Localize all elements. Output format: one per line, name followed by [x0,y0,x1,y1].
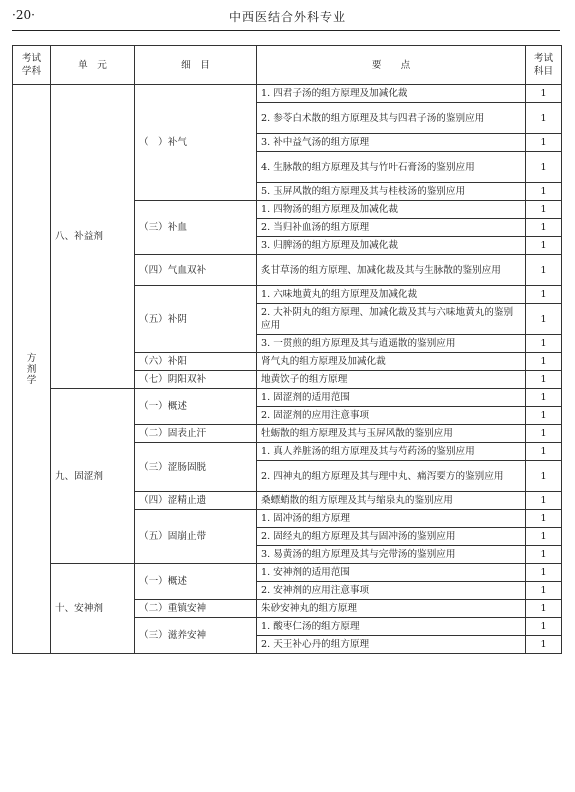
point-cell: 1. 固涩剂的适用范围 [257,389,526,407]
col-header-point: 要 点 [257,46,526,85]
item-cell: 1 [526,237,562,255]
item-cell: 1 [526,304,562,335]
detail-cell: （五）补阴 [135,286,257,353]
item-cell: 1 [526,286,562,304]
item-cell: 1 [526,255,562,286]
item-cell: 1 [526,582,562,600]
point-cell: 地黄饮子的组方原理 [257,371,526,389]
item-cell: 1 [526,510,562,528]
unit-cell: 九、固涩剂 [51,389,135,564]
item-cell: 1 [526,425,562,443]
detail-cell: （一）概述 [135,389,257,425]
item-cell: 1 [526,461,562,492]
item-cell: 1 [526,85,562,103]
col-header-unit: 单 元 [51,46,135,85]
point-cell: 1. 四君子汤的组方原理及加减化裁 [257,85,526,103]
item-cell: 1 [526,353,562,371]
detail-cell: （三）涩肠固脱 [135,443,257,492]
item-cell: 1 [526,152,562,183]
header-row [13,46,562,85]
detail-cell: （二）重镇安神 [135,600,257,618]
point-cell: 2. 四神丸的组方原理及其与理中丸、痛泻要方的鉴别应用 [257,461,526,492]
detail-cell: （一）概述 [135,564,257,600]
detail-cell: （五）固崩止带 [135,510,257,564]
item-cell: 1 [526,492,562,510]
point-cell: 3. 易黄汤的组方原理及其与完带汤的鉴别应用 [257,546,526,564]
detail-cell: （四）气血双补 [135,255,257,286]
point-cell: 2. 安神剂的应用注意事项 [257,582,526,600]
item-cell: 1 [526,528,562,546]
header-rule [12,30,560,31]
point-cell: 5. 玉屏风散的组方原理及其与桂枝汤的鉴别应用 [257,183,526,201]
point-cell: 1. 六味地黄丸的组方原理及加减化裁 [257,286,526,304]
item-cell: 1 [526,407,562,425]
unit-cell: 八、补益剂 [51,85,135,389]
item-cell: 1 [526,636,562,654]
item-cell: 1 [526,371,562,389]
point-cell: 肾气丸的组方原理及加减化裁 [257,353,526,371]
point-cell: 3. 一贯煎的组方原理及其与逍遥散的鉴别应用 [257,335,526,353]
point-cell: 1. 真人养脏汤的组方原理及其与芍药汤的鉴别应用 [257,443,526,461]
table-row [13,389,562,407]
point-cell: 1. 酸枣仁汤的组方原理 [257,618,526,636]
detail-cell: （ ）补气 [135,85,257,201]
detail-cell: （七）阴阳双补 [135,371,257,389]
detail-cell: （二）固表止汗 [135,425,257,443]
point-cell: 2. 大补阴丸的组方原理、加减化裁及其与六味地黄丸的鉴别应用 [257,304,526,335]
table-row [13,564,562,582]
point-cell: 3. 归脾汤的组方原理及加减化裁 [257,237,526,255]
item-cell: 1 [526,600,562,618]
item-cell: 1 [526,443,562,461]
page-header [0,0,575,36]
item-cell: 1 [526,134,562,152]
point-cell: 3. 补中益气汤的组方原理 [257,134,526,152]
point-cell: 炙甘草汤的组方原理、加减化裁及其与生脉散的鉴别应用 [257,255,526,286]
page-number: ·20· [12,8,35,22]
detail-cell: （三）补血 [135,201,257,255]
point-cell: 2. 参苓白术散的组方原理及其与四君子汤的鉴别应用 [257,103,526,134]
col-header-item: 考试 科目 [526,46,562,85]
running-title: 中西医结合外科专业 [228,10,346,24]
point-cell: 2. 固经丸的组方原理及其与固冲汤的鉴别应用 [257,528,526,546]
point-cell: 2. 天王补心丹的组方原理 [257,636,526,654]
detail-cell: （三）滋养安神 [135,618,257,654]
subject-cell: 方剂学 [13,85,51,654]
item-cell: 1 [526,546,562,564]
unit-cell: 十、安神剂 [51,564,135,654]
point-cell: 2. 当归补血汤的组方原理 [257,219,526,237]
item-cell: 1 [526,389,562,407]
item-cell: 1 [526,335,562,353]
point-cell: 4. 生脉散的组方原理及其与竹叶石膏汤的鉴别应用 [257,152,526,183]
item-cell: 1 [526,103,562,134]
point-cell: 朱砂安神丸的组方原理 [257,600,526,618]
point-cell: 1. 四物汤的组方原理及加减化裁 [257,201,526,219]
detail-cell: （六）补阳 [135,353,257,371]
point-cell: 1. 固冲汤的组方原理 [257,510,526,528]
point-cell: 1. 安神剂的适用范围 [257,564,526,582]
item-cell: 1 [526,219,562,237]
detail-cell: （四）涩精止遗 [135,492,257,510]
col-header-subject: 考试 学科 [13,46,51,85]
point-cell: 2. 固涩剂的应用注意事项 [257,407,526,425]
point-cell: 桑螵蛸散的组方原理及其与缩泉丸的鉴别应用 [257,492,526,510]
point-cell: 牡蛎散的组方原理及其与玉屏风散的鉴别应用 [257,425,526,443]
table-row [13,85,562,103]
item-cell: 1 [526,201,562,219]
col-header-detail: 细 目 [135,46,257,85]
item-cell: 1 [526,564,562,582]
item-cell: 1 [526,183,562,201]
syllabus-table [12,45,562,654]
item-cell: 1 [526,618,562,636]
